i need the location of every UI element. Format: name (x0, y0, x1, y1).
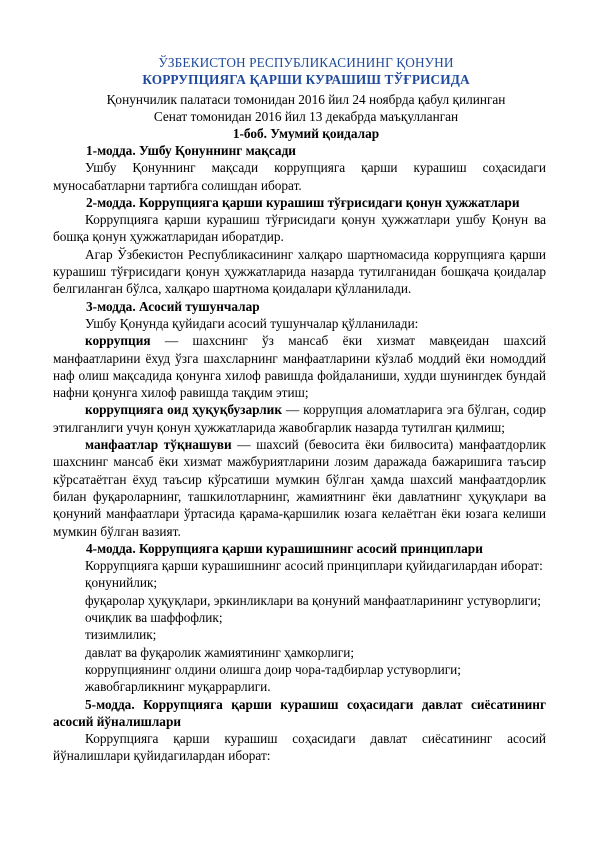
chapter-heading: 1-боб. Умумий қоидалар (232, 126, 380, 141)
article2-heading: 2-модда. Коррупцияга қарши курашиш тўғрисидаги қонун ҳужжатлари (86, 194, 520, 210)
definition-term: коррупцияга оид ҳуқуқбузарлик (85, 402, 282, 418)
list-item: очиқлик ва шаффофлик; (85, 610, 223, 626)
definition-corruption-offense (53, 401, 546, 436)
definition-term: коррупция (85, 333, 151, 349)
adoption-line2: Сенат томонидан 2016 йил 13 декабрда маъқулланган (153, 108, 459, 124)
article4-heading: 4-модда. Коррупцияга қарши курашишнинг асосий принциплари (86, 540, 483, 556)
list-item: тизимлилик; (85, 627, 157, 643)
article4-intro: Коррупцияга қарши курашишнинг асосий принциплари қуйидагилардан иборат: (85, 558, 543, 574)
law-title (66, 55, 546, 88)
article3-intro: Ушбу Қонунда қуйидаги асосий тушунчалар қўлланилади: (85, 315, 419, 331)
article1-text: Ушбу Қонуннинг мақсади коррупцияга қарши курашиш соҳасидаги муносабатларни тартибга солишдан иборат. (53, 160, 546, 193)
adoption-info (66, 92, 546, 125)
law-title-line1: ЎЗБЕКИСТОН РЕСПУБЛИКАСИНИНГ ҚОНУНИ (158, 55, 454, 70)
definition-term: манфаатлар тўқнашуви (85, 437, 232, 453)
law-title-line2: КОРРУПЦИЯГА ҚАРШИ КУРАШИШ ТЎҒРИСИДА (142, 71, 470, 87)
article3-heading: 3-модда. Асосий тушунчалар (86, 298, 260, 314)
list-item: қонунийлик; (85, 575, 158, 591)
list-item: жавобгарликнинг муқаррарлиги. (85, 679, 271, 695)
article1-heading: 1-модда. Ушбу Қонуннинг мақсади (86, 143, 296, 158)
definition-conflict-of-interest (53, 436, 546, 540)
list-item: коррупциянинг олдини олишга доир чора-тадбирлар устуворлиги; (85, 661, 461, 677)
article5-intro: Коррупцияга қарши курашиш соҳасидаги давлат сиёсатининг асосий йўналишлари қуйидагилардан иборат: (53, 731, 546, 764)
definition-text: — коррупция аломатларига эга бўлган, содир этилганлиги учун қонун ҳужжатларида жавобгарлик назарда тутилган қилмиш; (53, 402, 546, 435)
adoption-line1: Қонунчилик палатаси томонидан 2016 йил 24 ноябрда қабул қилинган (106, 92, 506, 107)
definition-corruption (53, 332, 546, 401)
list-item: фуқаролар ҳуқуқлари, эркинликлари ва қонуний манфаатларининг устуворлиги; (85, 592, 541, 608)
list-item: давлат ва фуқаролик жамиятининг ҳамкорлиги; (85, 644, 355, 660)
article2-paragraph1: Коррупцияга қарши курашиш тўғрисидаги қонун ҳужжатлари ушбу Қонун ва бошқа қонун ҳужжатларидан иборатдир. (53, 212, 546, 245)
article2-paragraph2: Агар Ўзбекистон Республикасининг халқаро шартномасида коррупцияга қарши курашиш тўғрисидаги қонун ҳужжатларида назарда тутилганидан бошқача қоидалар белгиланган бўлса, халқаро шартнома қоидалари қўлланилади. (53, 246, 546, 297)
definition-text: — шахснинг ўз мансаб ёки хизмат мавқеидан шахсий манфаатларини ёхуд ўзга шахсларнинг манфаатларини кўзлаб моддий ёки номоддий наф олиш мақсадида қонунга хилоф равишда фойдаланиши, худди шунингдек бундай нафни қонунга хилоф равишда тақдим этиш; (53, 333, 546, 401)
article5-heading: 5-модда. Коррупцияга қарши курашиш соҳасидаги давлат сиёсатининг асосий йўналишлари (53, 696, 546, 729)
definition-text: — шахсий (бевосита ёки билвосита) манфаатдорлик шахснинг мансаб ёки хизмат мажбуриятларини лозим даражада бажаришига таъсир кўрсатаётган ёхуд таъсир кўрсатиши мумкин бўлган ҳамда шахсий манфаатдорлик билан фуқароларнинг, ташкилотларнинг, жамиятнинг ёки давлатнинг ҳуқуқлари ва қонуний манфаатлари ўртасида қарама-қаршилик юзага келаётган ёки юзага келиши мумкин бўлган вазият. (53, 437, 546, 539)
